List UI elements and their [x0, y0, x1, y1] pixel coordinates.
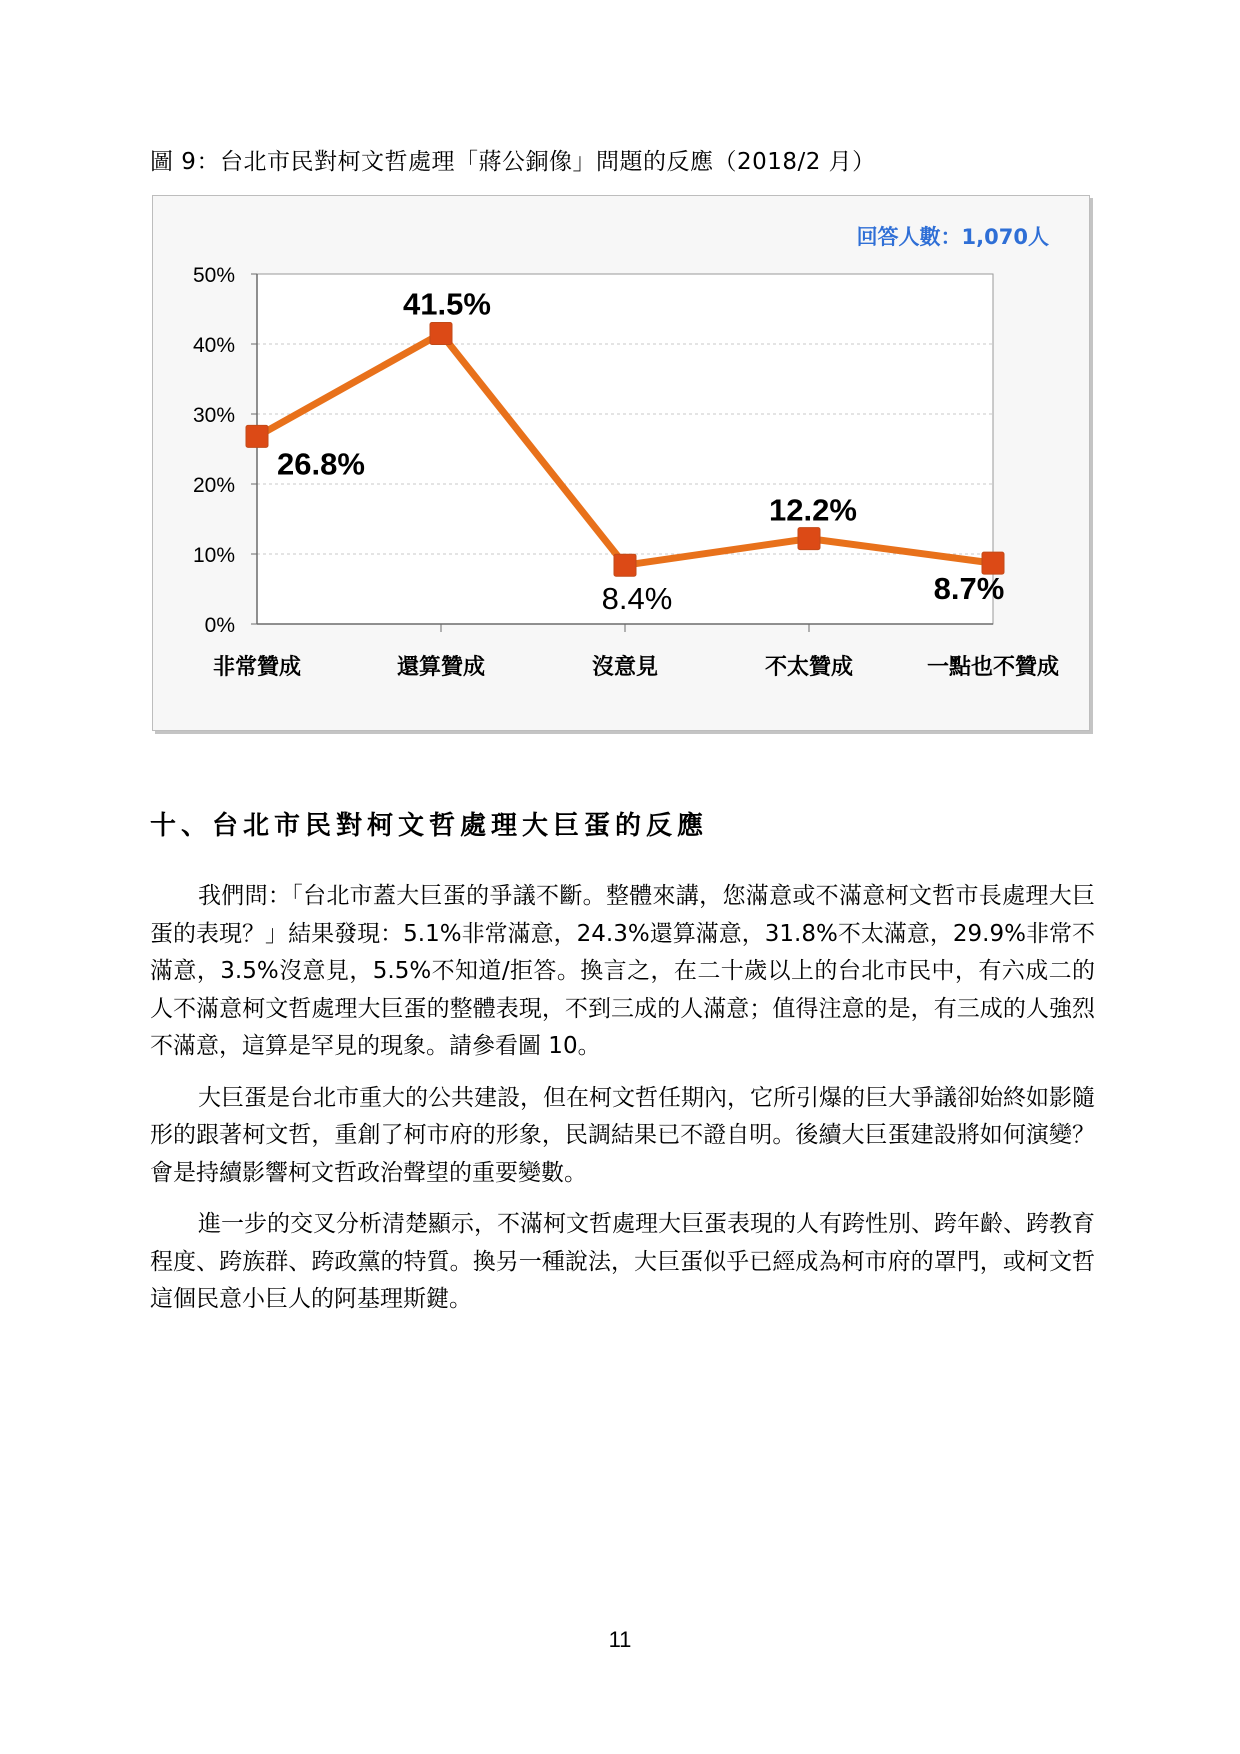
x-tick-label: 還算贊成: [396, 655, 486, 680]
paragraph: 進一步的交叉分析清楚顯示，不滿柯文哲處理大巨蛋表現的人有跨性別、跨年齡、跨教育程度、跨族群、跨政黨的特質。換另一種說法，大巨蛋似乎已經成為柯市府的罩門，或柯文哲這個民意小巨人的阿基理斯鍵。: [150, 1211, 1095, 1312]
x-tick-label: 沒意見: [591, 655, 659, 680]
data-point: [614, 554, 636, 576]
y-tick-label: 40%: [192, 334, 235, 357]
paragraph: 大巨蛋是台北市重大的公共建設，但在柯文哲任期內，它所引爆的巨大爭議卻始終如影隨形的跟著柯文哲，重創了柯市府的形象，民調結果已不證自明。後續大巨蛋建設將如何演變？會是持續影響柯文哲政治聲望的重要變數。: [150, 1084, 1095, 1186]
x-tick-label: 非常贊成: [212, 655, 302, 680]
data-label: 26.8%: [277, 446, 365, 482]
chart-svg: [153, 196, 1091, 732]
y-tick-label: 20%: [192, 474, 235, 497]
body-text: [150, 878, 1095, 1333]
data-point: [430, 323, 452, 345]
paragraph: 我們問：「台北市蓋大巨蛋的爭議不斷。整體來講，您滿意或不滿意柯文哲市長處理大巨蛋的表現？」結果發現：5.1%非常滿意，24.3%還算滿意，31.8%不太滿意，29.9%非常不滿意，3.5%沒意見，5.5%不知道/拒答。換言之，在二十歲以上的台北市民中，有六成二的人不滿意柯文哲處理大巨蛋的整體表現，不到三成的人滿意；值得注意的是，有三成的人強烈不滿意，這算是罕見的現象。請參看圖 10。: [150, 883, 1095, 1059]
y-tick-label: 30%: [192, 404, 235, 427]
y-tick-label: 50%: [192, 264, 235, 287]
x-tick-label: 不太贊成: [764, 655, 854, 680]
line-chart: [152, 195, 1090, 731]
figure-caption: 圖 9：台北市民對柯文哲處理「蔣公銅像」問題的反應（2018/2 月）: [150, 149, 876, 175]
data-label: 8.4%: [601, 581, 673, 617]
data-point: [246, 425, 268, 447]
x-tick-label: 一點也不贊成: [926, 655, 1060, 680]
data-label: 41.5%: [403, 286, 491, 322]
page-number: 11: [608, 1627, 632, 1652]
y-tick-label: 10%: [192, 544, 235, 567]
section-heading: 十、台北市民對柯文哲處理大巨蛋的反應: [150, 811, 709, 841]
data-label: 12.2%: [769, 492, 857, 528]
data-label: 8.7%: [933, 571, 1005, 607]
respondents-annotation: 回答人數：1,070人: [856, 225, 1049, 249]
y-tick-label: 0%: [204, 614, 235, 637]
data-point: [798, 528, 820, 550]
